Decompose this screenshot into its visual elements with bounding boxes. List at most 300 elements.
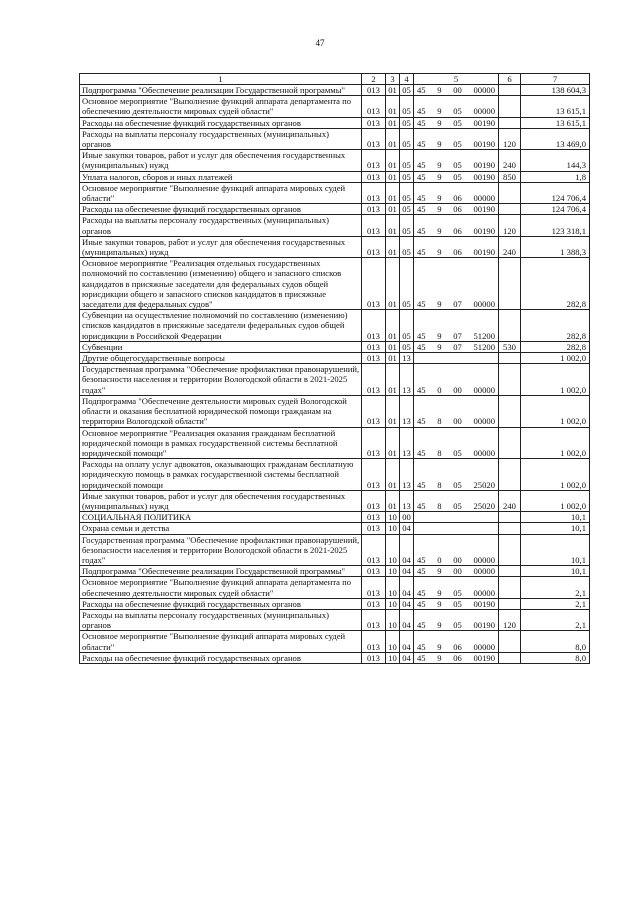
table-row (80, 427, 590, 459)
admin-code-cell: 013 (362, 427, 386, 459)
target-article-cell (414, 577, 499, 598)
table-row (80, 182, 590, 203)
target-article-part: 45 (417, 620, 426, 631)
target-article-part: 25020 (473, 500, 495, 511)
target-article-part: 05 (453, 500, 462, 511)
target-article-part: 05 (453, 479, 462, 490)
table-row (80, 652, 590, 663)
target-article-cell (414, 534, 499, 566)
target-article-part: 9 (437, 117, 442, 128)
target-article-code (415, 172, 497, 182)
admin-code-cell: 013 (362, 128, 386, 149)
expense-type-cell (499, 85, 521, 96)
row-name-cell: Расходы на выплаты персоналу государственных (муниципальных) органов (80, 128, 362, 149)
amount-cell: 1 002,0 (521, 459, 590, 491)
row-name-cell: Подпрограмма "Обеспечение реализации Государственной программы" (80, 85, 362, 96)
target-article-cell (414, 609, 499, 630)
section-cell: 01 (386, 85, 400, 96)
target-article-cell (414, 353, 499, 364)
expense-type-cell: 120 (499, 128, 521, 149)
expense-type-cell (499, 566, 521, 577)
target-article-part: 06 (453, 652, 462, 663)
table-row (80, 258, 590, 310)
target-article-part: 06 (453, 225, 462, 236)
row-name-cell: Основное мероприятие "Реализация оказания гражданам бесплатной юридической помощи в рамках государственной системы бесплатной юридической помощи" (80, 427, 362, 459)
row-name-cell: Иные закупки товаров, работ и услуг для обеспечения государственных (муниципальных) нужд (80, 236, 362, 257)
target-article-part: 9 (437, 620, 442, 631)
target-article-code (415, 448, 497, 458)
target-article-part: 45 (417, 652, 426, 663)
admin-code-cell: 013 (362, 150, 386, 171)
target-article-part: 05 (453, 447, 462, 458)
expense-type-cell (499, 353, 521, 364)
subsection-cell: 05 (400, 128, 414, 149)
target-article-part: 9 (437, 106, 442, 117)
target-article-cell (414, 171, 499, 182)
target-article-part: 45 (417, 204, 426, 215)
expense-type-cell (499, 364, 521, 396)
table-row (80, 150, 590, 171)
target-article-part: 0 (437, 384, 442, 395)
target-article-part: 00 (453, 384, 462, 395)
section-cell: 01 (386, 182, 400, 203)
expense-type-cell (499, 598, 521, 609)
target-article-part: 9 (437, 139, 442, 150)
target-article-part: 9 (437, 85, 442, 95)
target-article-part: 51200 (473, 341, 495, 352)
admin-code-cell: 013 (362, 598, 386, 609)
target-article-code (415, 193, 497, 203)
target-article-part: 00000 (473, 447, 495, 458)
amount-cell: 1 002,0 (521, 427, 590, 459)
amount-cell: 282,8 (521, 310, 590, 342)
subsection-cell: 13 (400, 364, 414, 396)
target-article-part: 45 (417, 598, 426, 609)
target-article-part: 00190 (473, 160, 495, 171)
table-row (80, 577, 590, 598)
row-name-cell: Расходы на выплаты персоналу государственных (муниципальных) органов (80, 215, 362, 236)
target-article-part: 45 (417, 341, 426, 352)
target-article-code (415, 480, 497, 490)
table-row (80, 523, 590, 534)
target-article-part: 9 (437, 341, 442, 352)
target-article-cell (414, 395, 499, 427)
section-cell: 01 (386, 310, 400, 342)
column-header: 5 (414, 74, 499, 85)
expense-type-cell (499, 459, 521, 491)
target-article-part: 45 (417, 587, 426, 598)
target-article-part: 9 (437, 641, 442, 652)
table-row (80, 310, 590, 342)
expense-type-cell (499, 534, 521, 566)
amount-cell: 1 002,0 (521, 364, 590, 396)
target-article-part: 07 (453, 330, 462, 341)
target-article-part: 05 (453, 598, 462, 609)
amount-cell: 1,8 (521, 171, 590, 182)
amount-cell: 2,1 (521, 609, 590, 630)
section-cell: 01 (386, 353, 400, 364)
amount-cell: 10,1 (521, 566, 590, 577)
target-article-part: 45 (417, 500, 426, 511)
subsection-cell: 05 (400, 117, 414, 128)
target-article-part: 9 (437, 225, 442, 236)
target-article-part: 06 (453, 641, 462, 652)
target-article-part: 00190 (473, 117, 495, 128)
expense-type-cell (499, 310, 521, 342)
expense-type-cell: 120 (499, 215, 521, 236)
row-name-cell: Расходы на обеспечение функций государственных органов (80, 117, 362, 128)
amount-cell: 8,0 (521, 631, 590, 652)
target-article-part: 06 (453, 204, 462, 215)
expense-type-cell (499, 652, 521, 663)
subsection-cell: 13 (400, 395, 414, 427)
target-article-part: 00190 (473, 171, 495, 182)
subsection-cell: 05 (400, 182, 414, 203)
expense-type-cell: 850 (499, 171, 521, 182)
subsection-cell: 05 (400, 236, 414, 257)
section-cell: 10 (386, 577, 400, 598)
amount-cell: 144,3 (521, 150, 590, 171)
target-article-code (415, 226, 497, 236)
admin-code-cell: 013 (362, 353, 386, 364)
table-row (80, 609, 590, 630)
expense-type-cell: 530 (499, 341, 521, 352)
row-name-cell: Государственная программа "Обеспечение профилактики правонарушений, безопасности населения и территории Вологодской области в 2021-2025 годах" (80, 364, 362, 396)
target-article-part: 8 (437, 447, 442, 458)
section-cell: 10 (386, 566, 400, 577)
target-article-part: 00 (453, 566, 462, 577)
target-article-part: 00000 (473, 566, 495, 577)
target-article-part: 45 (417, 330, 426, 341)
target-article-code (415, 204, 497, 214)
section-cell: 01 (386, 341, 400, 352)
admin-code-cell: 013 (362, 490, 386, 511)
admin-code-cell: 013 (362, 512, 386, 523)
table-row (80, 598, 590, 609)
expense-type-cell (499, 117, 521, 128)
target-article-code (415, 620, 497, 630)
admin-code-cell: 013 (362, 215, 386, 236)
expense-type-cell (499, 395, 521, 427)
section-cell: 10 (386, 534, 400, 566)
row-name-cell: Государственная программа "Обеспечение профилактики правонарушений, безопасности населения и территории Вологодской области в 2021-2025 годах" (80, 534, 362, 566)
target-article-part: 45 (417, 447, 426, 458)
table-row (80, 566, 590, 577)
section-cell: 10 (386, 652, 400, 663)
target-article-part: 9 (437, 330, 442, 341)
target-article-part: 07 (453, 341, 462, 352)
target-article-part: 06 (453, 193, 462, 204)
target-article-part: 45 (417, 171, 426, 182)
amount-cell: 1 388,3 (521, 236, 590, 257)
admin-code-cell: 013 (362, 171, 386, 182)
target-article-part: 05 (453, 171, 462, 182)
column-header: 3 (386, 74, 400, 85)
target-article-cell (414, 117, 499, 128)
section-cell: 10 (386, 523, 400, 534)
table-row (80, 512, 590, 523)
section-cell: 01 (386, 117, 400, 128)
row-name-cell: Основное мероприятие "Выполнение функций аппарата департамента по обеспечению деятельности мировых судей области" (80, 577, 362, 598)
target-article-part: 9 (437, 587, 442, 598)
target-article-part: 25020 (473, 479, 495, 490)
expense-type-cell (499, 523, 521, 534)
admin-code-cell: 013 (362, 566, 386, 577)
target-article-part: 00000 (473, 384, 495, 395)
target-article-cell (414, 523, 499, 534)
admin-code-cell: 013 (362, 459, 386, 491)
target-article-code (415, 299, 497, 309)
target-article-part: 00000 (473, 299, 495, 310)
column-header: 7 (521, 74, 590, 85)
expense-type-cell: 120 (499, 609, 521, 630)
row-name-cell: Расходы на обеспечение функций государственных органов (80, 598, 362, 609)
admin-code-cell: 013 (362, 395, 386, 427)
target-article-part: 45 (417, 247, 426, 258)
admin-code-cell: 013 (362, 609, 386, 630)
amount-cell: 10,1 (521, 534, 590, 566)
expense-type-cell (499, 204, 521, 215)
subsection-cell: 13 (400, 459, 414, 491)
target-article-part: 8 (437, 500, 442, 511)
column-header: 4 (400, 74, 414, 85)
section-cell: 01 (386, 96, 400, 117)
admin-code-cell: 013 (362, 258, 386, 310)
admin-code-cell: 013 (362, 117, 386, 128)
target-article-part: 45 (417, 641, 426, 652)
amount-cell: 2,1 (521, 598, 590, 609)
target-article-part: 9 (437, 193, 442, 204)
subsection-cell: 05 (400, 96, 414, 117)
amount-cell: 282,8 (521, 341, 590, 352)
amount-cell: 10,1 (521, 512, 590, 523)
subsection-cell: 05 (400, 215, 414, 236)
target-article-part: 00190 (473, 598, 495, 609)
page-number: 47 (315, 38, 325, 48)
subsection-cell: 05 (400, 204, 414, 215)
table-row (80, 171, 590, 182)
subsection-cell: 05 (400, 150, 414, 171)
subsection-cell: 05 (400, 171, 414, 182)
target-article-cell (414, 182, 499, 203)
section-cell: 01 (386, 128, 400, 149)
section-cell: 01 (386, 236, 400, 257)
target-article-part: 8 (437, 416, 442, 427)
target-article-part: 45 (417, 139, 426, 150)
row-name-cell: Иные закупки товаров, работ и услуг для обеспечения государственных (муниципальных) нужд (80, 490, 362, 511)
table-row (80, 490, 590, 511)
target-article-part: 06 (453, 247, 462, 258)
target-article-part: 00190 (473, 139, 495, 150)
target-article-code (415, 642, 497, 652)
expense-type-cell: 240 (499, 150, 521, 171)
admin-code-cell: 013 (362, 523, 386, 534)
amount-cell: 1 002,0 (521, 490, 590, 511)
target-article-cell (414, 652, 499, 663)
row-name-cell: Основное мероприятие "Выполнение функций аппарата мировых судей области" (80, 631, 362, 652)
admin-code-cell: 013 (362, 534, 386, 566)
row-name-cell: Расходы на оплату услуг адвокатов, оказывающих гражданам бесплатную юридическую помощь в рамках государственной системы бесплатной юридической помощи (80, 459, 362, 491)
amount-cell: 8,0 (521, 652, 590, 663)
row-name-cell: Основное мероприятие "Реализация отдельных государственных полномочий по составлению (изменению) общего и запасного списков кандидатов в присяжные заседатели для федеральных судов общей юрисдикции общего и запасного списков кандидатов в присяжные заседатели для федеральных судов" (80, 258, 362, 310)
amount-cell: 13 469,0 (521, 128, 590, 149)
section-cell: 01 (386, 150, 400, 171)
target-article-part: 00190 (473, 620, 495, 631)
amount-cell: 123 318,1 (521, 215, 590, 236)
table-body (80, 85, 590, 664)
target-article-part: 45 (417, 566, 426, 577)
target-article-part: 9 (437, 299, 442, 310)
row-name-cell: Охрана семьи и детства (80, 523, 362, 534)
section-cell: 01 (386, 395, 400, 427)
expense-type-cell (499, 96, 521, 117)
column-header: 6 (499, 74, 521, 85)
amount-cell: 124 706,4 (521, 204, 590, 215)
target-article-part: 9 (437, 204, 442, 215)
target-article-code (415, 85, 497, 95)
target-article-code (415, 566, 497, 576)
row-name-cell: Подпрограмма "Обеспечение реализации Государственной программы" (80, 566, 362, 577)
section-cell: 01 (386, 258, 400, 310)
target-article-cell (414, 512, 499, 523)
target-article-code (415, 653, 497, 663)
target-article-part: 9 (437, 247, 442, 258)
amount-cell: 2,1 (521, 577, 590, 598)
target-article-cell (414, 566, 499, 577)
target-article-part: 00000 (473, 85, 495, 95)
admin-code-cell: 013 (362, 182, 386, 203)
table-row (80, 353, 590, 364)
target-article-part: 45 (417, 193, 426, 204)
amount-cell: 13 615,1 (521, 96, 590, 117)
table-row (80, 215, 590, 236)
target-article-cell (414, 459, 499, 491)
table-row (80, 236, 590, 257)
table-row (80, 341, 590, 352)
row-name-cell: Иные закупки товаров, работ и услуг для обеспечения государственных (муниципальных) нужд (80, 150, 362, 171)
subsection-cell: 13 (400, 490, 414, 511)
target-article-cell (414, 364, 499, 396)
target-article-part: 45 (417, 225, 426, 236)
subsection-cell: 04 (400, 577, 414, 598)
table-row (80, 459, 590, 491)
target-article-part: 8 (437, 479, 442, 490)
subsection-cell: 04 (400, 631, 414, 652)
section-cell: 01 (386, 459, 400, 491)
target-article-part: 00190 (473, 247, 495, 258)
table-row (80, 85, 590, 96)
subsection-cell: 04 (400, 598, 414, 609)
admin-code-cell: 013 (362, 631, 386, 652)
target-article-cell (414, 150, 499, 171)
budget-table (79, 73, 590, 664)
target-article-part: 9 (437, 171, 442, 182)
expense-type-cell: 240 (499, 236, 521, 257)
target-article-part: 05 (453, 139, 462, 150)
target-article-code (415, 342, 497, 352)
target-article-code (415, 247, 497, 257)
amount-cell: 1 002,0 (521, 353, 590, 364)
target-article-cell (414, 310, 499, 342)
target-article-part: 9 (437, 160, 442, 171)
target-article-part: 9 (437, 598, 442, 609)
target-article-part: 45 (417, 554, 426, 565)
target-article-part: 00000 (473, 641, 495, 652)
target-article-cell (414, 85, 499, 96)
target-article-cell (414, 490, 499, 511)
subsection-cell: 00 (400, 512, 414, 523)
target-article-part: 45 (417, 85, 426, 95)
section-cell: 10 (386, 512, 400, 523)
section-cell: 01 (386, 490, 400, 511)
target-article-part: 00000 (473, 587, 495, 598)
subsection-cell: 13 (400, 353, 414, 364)
target-article-part: 00 (453, 554, 462, 565)
target-article-cell (414, 128, 499, 149)
target-article-part: 45 (417, 160, 426, 171)
section-cell: 10 (386, 598, 400, 609)
target-article-part: 05 (453, 117, 462, 128)
subsection-cell: 05 (400, 258, 414, 310)
admin-code-cell: 013 (362, 364, 386, 396)
admin-code-cell: 013 (362, 310, 386, 342)
target-article-code (415, 106, 497, 116)
table-row (80, 364, 590, 396)
target-article-cell (414, 631, 499, 652)
column-header: 1 (80, 74, 362, 85)
amount-cell: 1 002,0 (521, 395, 590, 427)
amount-cell: 10,1 (521, 523, 590, 534)
target-article-part: 45 (417, 479, 426, 490)
target-article-cell (414, 258, 499, 310)
target-article-cell (414, 204, 499, 215)
table-row (80, 96, 590, 117)
row-name-cell: СОЦИАЛЬНАЯ ПОЛИТИКА (80, 512, 362, 523)
target-article-code (415, 588, 497, 598)
amount-cell: 138 604,3 (521, 85, 590, 96)
target-article-cell (414, 341, 499, 352)
section-cell: 10 (386, 609, 400, 630)
target-article-code (415, 385, 497, 395)
subsection-cell: 05 (400, 310, 414, 342)
target-article-code (415, 160, 497, 170)
expense-type-cell (499, 512, 521, 523)
section-cell: 10 (386, 631, 400, 652)
table-row (80, 117, 590, 128)
subsection-cell: 13 (400, 427, 414, 459)
section-cell: 01 (386, 204, 400, 215)
target-article-cell (414, 598, 499, 609)
target-article-cell (414, 236, 499, 257)
target-article-part: 0 (437, 554, 442, 565)
target-article-part: 00190 (473, 652, 495, 663)
target-article-cell (414, 427, 499, 459)
target-article-part: 00 (453, 85, 462, 95)
admin-code-cell: 013 (362, 341, 386, 352)
target-article-code (415, 599, 497, 609)
expense-type-cell (499, 577, 521, 598)
admin-code-cell: 013 (362, 236, 386, 257)
target-article-code (415, 501, 497, 511)
row-name-cell: Подпрограмма "Обеспечение деятельности мировых судей Вологодской области и оказания бесплатной юридической помощи гражданам на территории Вологодской области" (80, 395, 362, 427)
expense-type-cell (499, 258, 521, 310)
expense-type-cell: 240 (499, 490, 521, 511)
table-row (80, 395, 590, 427)
target-article-part: 45 (417, 117, 426, 128)
target-article-part: 9 (437, 566, 442, 577)
section-cell: 01 (386, 364, 400, 396)
table-row (80, 631, 590, 652)
